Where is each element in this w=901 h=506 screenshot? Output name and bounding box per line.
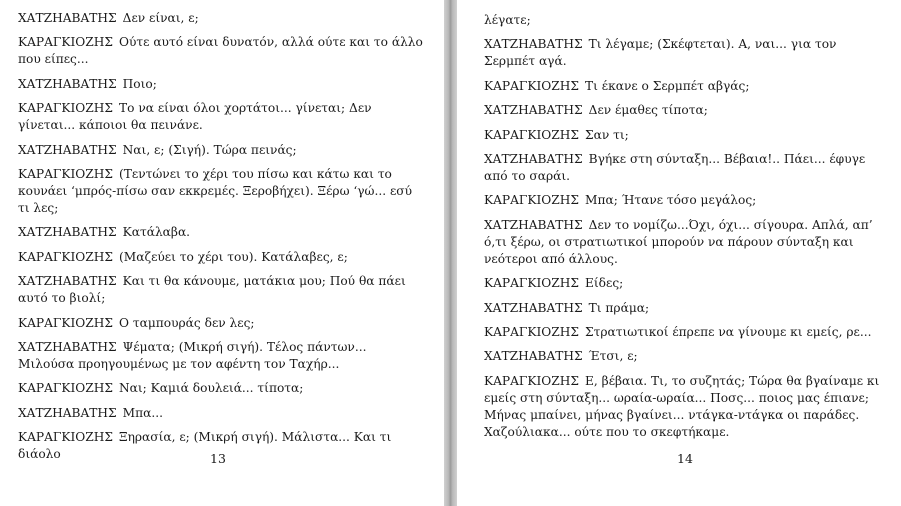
page-right	[457, 0, 901, 506]
dialogue-line	[484, 192, 885, 209]
line-text: Βγήκε στη σύνταξη... Βέβαια!.. Πάει... έφυγε από το σαράι.	[484, 151, 866, 183]
dialogue-line	[484, 12, 885, 29]
dialogue-line	[18, 10, 426, 27]
line-text: λέγατε;	[484, 13, 531, 27]
page-left	[0, 0, 444, 506]
line-text: Μπα; Ήτανε τόσο μεγάλος;	[585, 193, 757, 208]
dialogue-line	[18, 380, 426, 397]
line-text: (Τεντώνει το χέρι του πίσω και κάτω και το κουνάει ‘μπρός-πίσω σαν εκκρεμές. Ξεροβήχει). Ξέρω ‘γώ... εσύ τι λες;	[18, 166, 413, 215]
line-text: Κατάλαβα.	[122, 225, 191, 240]
line-text: Δεν το νομίζω...Όχι, όχι... σίγουρα. Απλά, απ’ ό,τι ξέρω, οι στρατιωτικοί μπορούν να πάρουν σύνταξη και νεότεροι από άλλους.	[484, 217, 873, 266]
dialogue-line	[484, 151, 885, 185]
speaker-name: ΚΑΡΑΓΚΙΟΖΗΣ	[18, 249, 113, 264]
dialogue-line	[484, 102, 885, 119]
dialogue-line	[484, 373, 885, 441]
dialogue-line	[18, 339, 426, 373]
speaker-name: ΚΑΡΑΓΚΙΟΖΗΣ	[484, 373, 579, 388]
speaker-name: ΧΑΤΖΗΑΒΑΤΗΣ	[18, 142, 117, 157]
line-text: Το να είναι όλοι χορτάτοι... γίνεται; Δεν γίνεται... κάποιοι θα πεινάνε.	[18, 101, 372, 133]
speaker-name: ΧΑΤΖΗΑΒΑΤΗΣ	[484, 217, 583, 232]
speaker-name: ΚΑΡΑΓΚΙΟΖΗΣ	[18, 381, 113, 396]
speaker-name: ΧΑΤΖΗΑΒΑΤΗΣ	[18, 225, 117, 240]
dialogue-line	[484, 36, 885, 70]
page-gutter	[444, 0, 457, 506]
line-text: (Μαζεύει το χέρι του). Κατάλαβες, ε;	[119, 249, 348, 264]
speaker-name: ΧΑΤΖΗΑΒΑΤΗΣ	[484, 151, 583, 166]
speaker-name: ΧΑΤΖΗΑΒΑΤΗΣ	[18, 339, 117, 354]
dialogue-line	[18, 142, 426, 159]
page-number: 13	[210, 451, 226, 466]
speaker-name: ΚΑΡΑΓΚΙΟΖΗΣ	[18, 315, 113, 330]
dialogue-line	[484, 348, 885, 365]
speaker-name: ΧΑΤΖΗΑΒΑΤΗΣ	[484, 103, 583, 118]
speaker-name: ΧΑΤΖΗΑΒΑΤΗΣ	[18, 405, 117, 420]
speaker-name: ΧΑΤΖΗΑΒΑΤΗΣ	[18, 274, 117, 289]
speaker-name: ΧΑΤΖΗΑΒΑΤΗΣ	[484, 37, 583, 52]
speaker-name: ΧΑΤΖΗΑΒΑΤΗΣ	[484, 349, 583, 364]
dialogue-line	[484, 324, 885, 341]
dialogue-line	[18, 100, 426, 134]
dialogue-line	[18, 315, 426, 332]
dialogue-line	[18, 224, 426, 241]
line-text: Μπα...	[122, 405, 163, 420]
speaker-name: ΚΑΡΑΓΚΙΟΖΗΣ	[18, 101, 113, 116]
line-text: Τι έκανε ο Σερμπέτ αβγάς;	[585, 78, 750, 93]
dialogue-line	[484, 78, 885, 95]
line-text: Δεν έμαθες τίποτα;	[588, 103, 708, 118]
dialogue-line	[484, 217, 885, 268]
line-text: Ούτε αυτό είναι δυνατόν, αλλά ούτε και το άλλο που είπες...	[18, 35, 423, 67]
line-text: Ο ταμπουράς δεν λες;	[119, 315, 255, 330]
dialogue-block	[18, 10, 426, 463]
dialogue-line	[18, 34, 426, 68]
line-text: Ποιο;	[122, 76, 157, 91]
speaker-name: ΚΑΡΑΓΚΙΟΖΗΣ	[484, 324, 579, 339]
line-text: Ναι, ε; (Σιγή). Τώρα πεινάς;	[122, 142, 297, 157]
dialogue-line	[484, 275, 885, 292]
speaker-name: ΚΑΡΑΓΚΙΟΖΗΣ	[18, 430, 113, 445]
line-text: Ψέματα; (Μικρή σιγή). Τέλος πάντων... Μιλούσα προηγουμένως με τον αφέντη τον Ταχήρ...	[18, 339, 367, 371]
speaker-name: ΚΑΡΑΓΚΙΟΖΗΣ	[18, 166, 113, 181]
line-text: Τι λέγαμε; (Σκέφτεται). Α, ναι... για τον Σερμπέτ αγά.	[484, 37, 837, 69]
line-text: Έτσι, ε;	[588, 349, 638, 364]
speaker-name: ΚΑΡΑΓΚΙΟΖΗΣ	[484, 127, 579, 142]
speaker-name: ΚΑΡΑΓΚΙΟΖΗΣ	[484, 193, 579, 208]
dialogue-line	[484, 127, 885, 144]
dialogue-line	[18, 405, 426, 422]
speaker-name: ΧΑΤΖΗΑΒΑΤΗΣ	[484, 300, 583, 315]
speaker-name: ΧΑΤΖΗΑΒΑΤΗΣ	[18, 76, 117, 91]
dialogue-line	[18, 166, 426, 217]
page-number: 14	[677, 451, 693, 466]
line-text: Ναι; Καμιά δουλειά... τίποτα;	[119, 381, 304, 396]
dialogue-line	[18, 273, 426, 307]
dialogue-line	[18, 249, 426, 266]
line-text: Τι πράμα;	[588, 300, 650, 315]
speaker-name: ΚΑΡΑΓΚΙΟΖΗΣ	[484, 78, 579, 93]
line-text: Δεν είναι, ε;	[122, 11, 199, 25]
dialogue-line	[484, 300, 885, 317]
line-text: Στρατιωτικοί έπρεπε να γίνουμε κι εμείς, ρε...	[585, 324, 872, 339]
speaker-name: ΚΑΡΑΓΚΙΟΖΗΣ	[18, 35, 113, 50]
line-text: Ε, βέβαια. Τι, το συζητάς; Τώρα θα βγαίναμε κι εμείς στη σύνταξη... ωραία-ωραία... Ποσς... ποιος μας έπιανε; Μήνας μπαίνει, μήνας βγαίνει... ντάγκα-ντάγκα οι παράδες. Χαζούλιακα... ούτε που το σκεφτήκαμε.	[484, 373, 880, 439]
dialogue-line	[18, 76, 426, 93]
speaker-name: ΚΑΡΑΓΚΙΟΖΗΣ	[484, 276, 579, 291]
line-text: Ξηρασία, ε; (Μικρή σιγή). Μάλιστα... Και τι διάολο	[18, 430, 392, 462]
line-text: Και τι θα κάνουμε, ματάκια μου; Πού θα πάει αυτό το βιολί;	[18, 274, 406, 306]
line-text: Είδες;	[585, 276, 624, 291]
line-text: Σαν τι;	[585, 127, 629, 142]
speaker-name: ΧΑΤΖΗΑΒΑΤΗΣ	[18, 11, 117, 25]
dialogue-block	[484, 12, 885, 441]
